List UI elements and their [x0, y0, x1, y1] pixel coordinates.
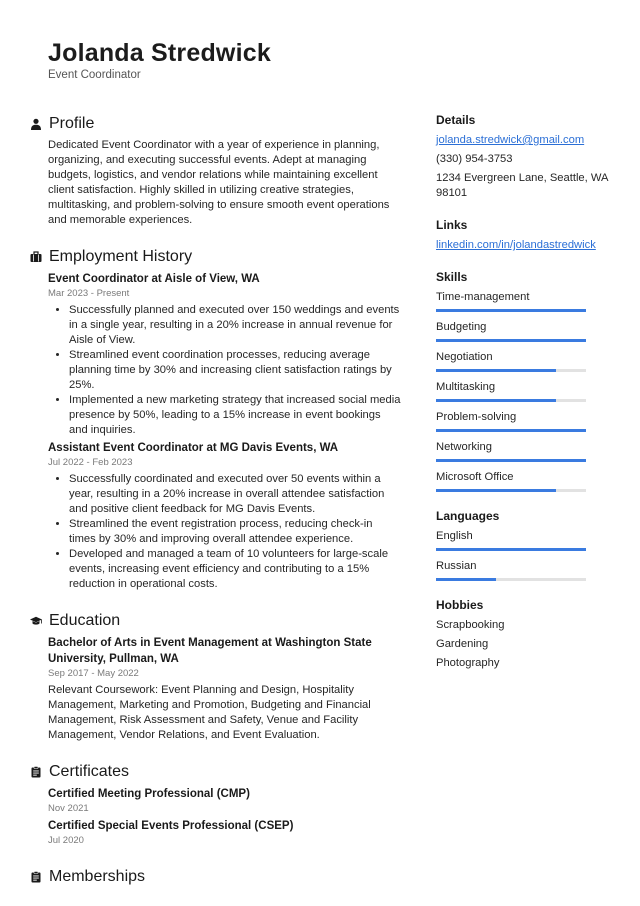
job-entry — [30, 271, 402, 438]
skill-level-fill — [436, 459, 586, 462]
degree-date: Sep 2017 - May 2022 — [48, 668, 139, 679]
job-title: Assistant Event Coordinator at MG Davis Events, WA — [48, 442, 339, 454]
hobby-item: Scrapbooking — [436, 619, 505, 631]
skill-item — [436, 290, 616, 312]
skill-level-fill — [436, 309, 586, 312]
linkedin-link[interactable]: linkedin.com/in/jolandastredwick — [436, 239, 596, 251]
job-date: Jul 2022 - Feb 2023 — [48, 457, 133, 468]
skills-list — [436, 290, 616, 492]
certificate-title: Certified Special Events Professional (CSEP) — [48, 820, 294, 832]
skill-item — [436, 320, 616, 342]
education-section — [30, 610, 402, 743]
skill-item — [436, 380, 616, 402]
phone-number: (330) 954-3753 — [436, 153, 513, 165]
main-column — [30, 113, 402, 906]
sidebar-column — [436, 113, 616, 688]
briefcase-icon — [30, 251, 42, 263]
skill-level-fill — [436, 489, 556, 492]
certificate-entry — [30, 818, 402, 848]
skill-level-fill — [436, 369, 556, 372]
job-bullet: • Successfully coordinated and executed over 50 events within a year, resulting in a 20% increase in overall attendee satisfaction and positive client feedback for MG Davis Events. — [69, 472, 402, 517]
skill-name: Negotiation — [436, 351, 493, 363]
certificate-title: Certified Meeting Professional (CMP) — [48, 788, 250, 800]
skill-name: Networking — [436, 441, 492, 453]
skill-level-fill — [436, 429, 586, 432]
memberships-section — [30, 866, 402, 888]
skill-item — [436, 440, 616, 462]
job-bullet: • Implemented a new marketing strategy that increased social media presence by 50%, leading to a 15% increase in event bookings and inquiries. — [69, 393, 402, 438]
skill-level-bar — [436, 399, 586, 402]
job-entry — [30, 440, 402, 592]
certificates-section — [30, 761, 402, 848]
languages-heading: Languages — [436, 509, 500, 523]
profile-summary: Dedicated Event Coordinator with a year of experience in planning, organizing, and executing successful events. Adept at managing budgets, logistics, and vendor relations while maintaining excellent client satisfaction. Highly skilled in utilizing creative strategies, multitasking, and problem-solving to ensure smooth event operations and memorable experiences. — [48, 139, 390, 226]
skill-level-bar — [436, 459, 586, 462]
profile-section — [30, 113, 402, 228]
language-item — [436, 529, 616, 551]
hobbies-heading: Hobbies — [436, 598, 484, 612]
email-link[interactable]: jolanda.stredwick@gmail.com — [436, 134, 585, 146]
graduation-cap-icon — [30, 615, 42, 627]
hobby-item: Gardening — [436, 638, 489, 650]
language-level-fill — [436, 578, 496, 581]
candidate-name: Jolanda Stredwick — [48, 39, 271, 67]
language-level-bar — [436, 578, 586, 581]
skill-level-bar — [436, 339, 586, 342]
skill-name: Problem-solving — [436, 411, 517, 423]
coursework-text: Relevant Coursework: Event Planning and Design, Hospitality Management, Marketing and Promotion, Budgeting and Financial Management, Risk Assessment and Safety, Venue and Facility Management, Vendor Relations, and Event Evaluation. — [48, 684, 371, 741]
skills-heading: Skills — [436, 270, 468, 284]
hobbies-block — [436, 598, 616, 671]
profile-heading: Profile — [49, 115, 95, 132]
employment-heading: Employment History — [49, 248, 193, 265]
skill-level-bar — [436, 429, 586, 432]
job-title: Event Coordinator at Aisle of View, WA — [48, 273, 260, 285]
language-level-fill — [436, 548, 586, 551]
languages-block — [436, 509, 616, 581]
skill-name: Budgeting — [436, 321, 487, 333]
links-block — [436, 218, 616, 253]
certificate-entry — [30, 786, 402, 816]
language-item — [436, 559, 616, 581]
skills-block — [436, 270, 616, 492]
languages-list — [436, 529, 616, 581]
skill-name: Multitasking — [436, 381, 496, 393]
skill-level-bar — [436, 309, 586, 312]
skill-level-bar — [436, 369, 586, 372]
skill-level-fill — [436, 339, 586, 342]
language-level-bar — [436, 548, 586, 551]
job-bullets — [48, 472, 402, 592]
skill-level-fill — [436, 399, 556, 402]
job-bullet: • Streamlined the event registration process, reducing check-in times by 30% and improving overall attendee experience. — [69, 517, 402, 547]
links-heading: Links — [436, 218, 468, 232]
details-block — [436, 113, 616, 201]
skill-item — [436, 410, 616, 432]
job-date: Mar 2023 - Present — [48, 288, 130, 299]
job-bullet: • Developed and managed a team of 10 volunteers for large-scale events, increasing event efficiency and contributing to a 15% reduction in operational costs. — [69, 547, 402, 592]
certificates-heading: Certificates — [49, 763, 130, 780]
degree-title: Bachelor of Arts in Event Management at Washington State University, Pullman, WA — [48, 637, 372, 665]
job-bullet: • Streamlined event coordination processes, reducing average planning time by 30% and increasing client satisfaction ratings by 25%. — [69, 348, 402, 393]
education-heading: Education — [49, 612, 121, 629]
person-icon — [30, 118, 42, 130]
skill-level-bar — [436, 489, 586, 492]
language-name: Russian — [436, 560, 477, 572]
certificate-date: Nov 2021 — [48, 803, 89, 814]
address-text: 1234 Evergreen Lane, Seattle, WA 98101 — [436, 172, 608, 199]
skill-name: Microsoft Office — [436, 471, 514, 483]
skill-item — [436, 350, 616, 372]
certificate-date: Jul 2020 — [48, 835, 84, 846]
memberships-heading: Memberships — [49, 868, 146, 885]
skill-name: Time-management — [436, 291, 530, 303]
skill-item — [436, 470, 616, 492]
job-bullets — [48, 303, 402, 438]
hobby-item: Photography — [436, 657, 500, 669]
resume-header — [48, 38, 271, 81]
employment-section — [30, 246, 402, 592]
details-heading: Details — [436, 113, 476, 127]
language-name: English — [436, 530, 473, 542]
candidate-title: Event Coordinator — [48, 69, 141, 81]
certificate-icon — [30, 766, 42, 778]
job-bullet: • Successfully planned and executed over 150 weddings and events in a single year, resulting in a 20% increase in annual revenue for Aisle of View. — [69, 303, 402, 348]
membership-icon — [30, 871, 42, 883]
